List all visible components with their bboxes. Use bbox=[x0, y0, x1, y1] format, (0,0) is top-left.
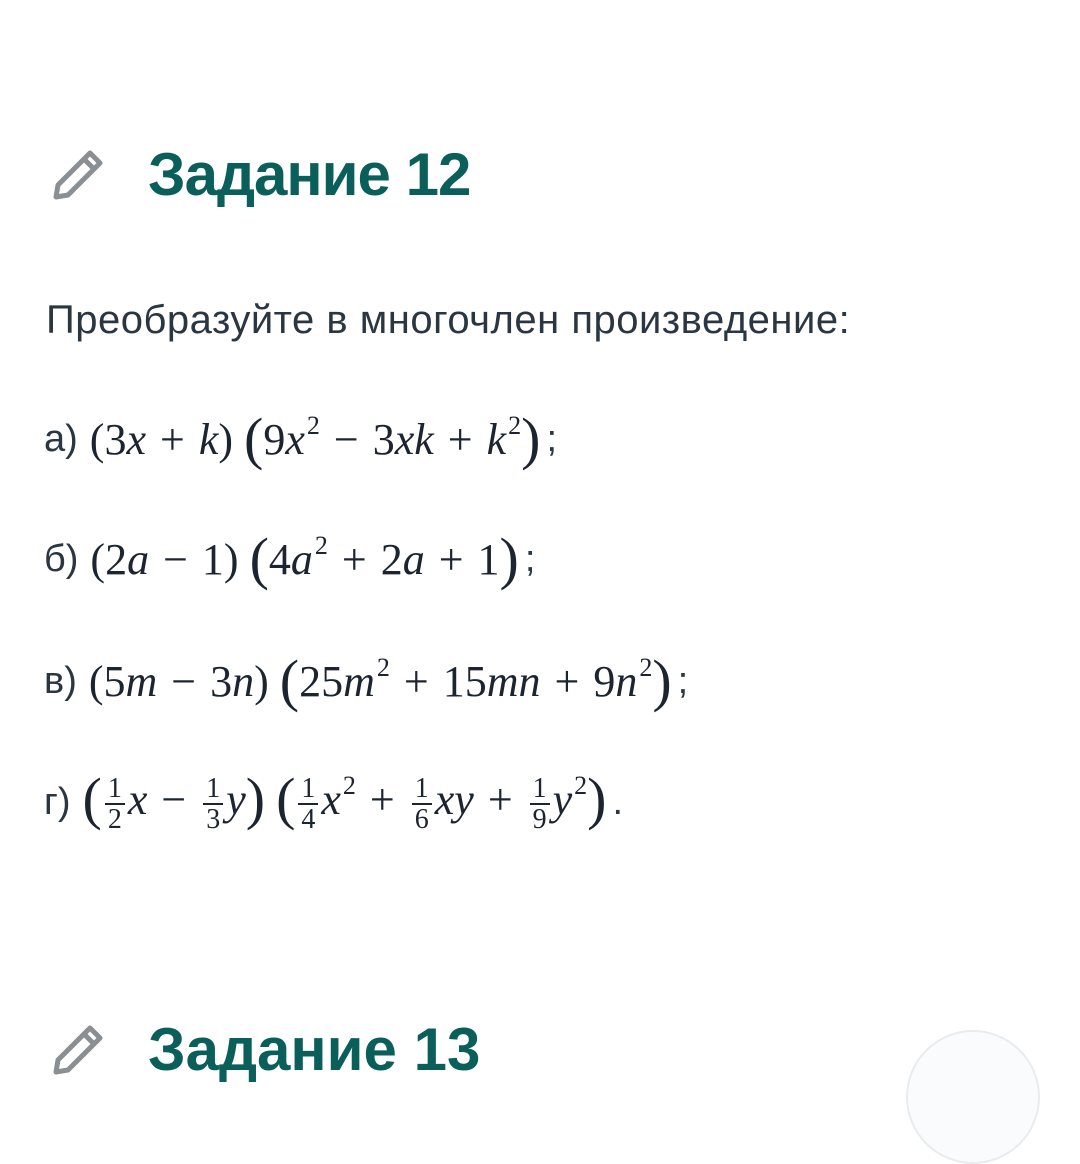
math-expression: (5m − 3n) $(25m^2 + 15mn + 9n^2)$ bbox=[88, 648, 672, 713]
math-expression: (3x + k) $(9x^2 - 3xk + k^2)$ bbox=[89, 406, 541, 471]
exercise-b bbox=[44, 526, 536, 591]
exercise-c bbox=[44, 648, 689, 713]
task-title: Задание 12 bbox=[148, 141, 471, 208]
decorative-circle bbox=[906, 1030, 1040, 1164]
exercise-label: в) bbox=[44, 659, 77, 702]
math-expression: (2a − 1) $(4a^2 + 2a + 1)$ bbox=[90, 526, 519, 591]
exercise-end: ; bbox=[546, 417, 557, 460]
exercise-label: а) bbox=[44, 417, 78, 460]
exercise-a bbox=[44, 406, 557, 471]
pencil-icon bbox=[48, 1020, 108, 1080]
exercise-d bbox=[44, 766, 624, 835]
exercise-end: ; bbox=[524, 537, 536, 580]
exercise-label: б) bbox=[44, 537, 79, 580]
pencil-icon bbox=[48, 145, 108, 205]
math-expression: ( $\frac{1}{2}$ x − $\frac{1}{3}$ y) ( $\frac{1}{4}$ $x^2$ + $\frac{1}{6}$ xy + $\frac{1}{9}$ $y^2$) bbox=[82, 766, 607, 835]
exercise-end: ; bbox=[677, 659, 689, 702]
task-prompt: Преобразуйте в многочлен произведение: bbox=[46, 298, 851, 342]
next-task-title: Задание 13 bbox=[148, 1016, 481, 1083]
next-task-header bbox=[48, 1015, 480, 1084]
task-header bbox=[48, 140, 470, 209]
exercise-end: . bbox=[612, 780, 624, 823]
exercise-label: г) bbox=[44, 780, 71, 823]
